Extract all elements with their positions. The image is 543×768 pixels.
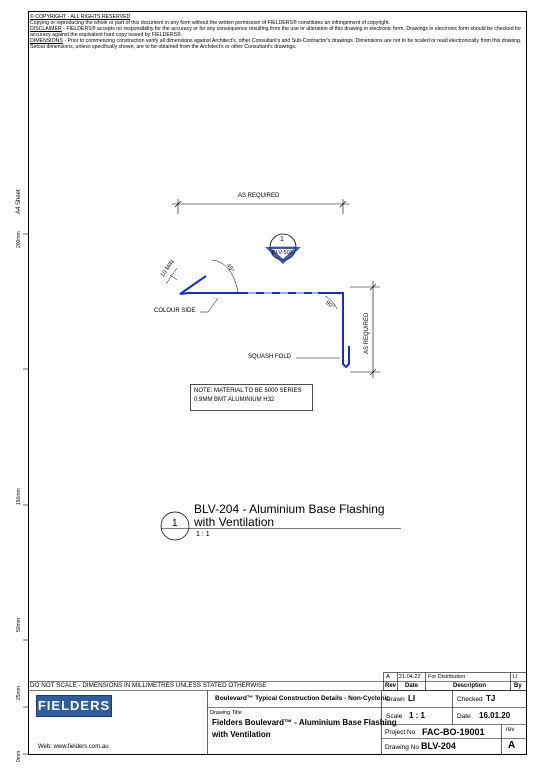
project-value: FAC-BO-19001 <box>422 727 485 737</box>
rev-label: rev <box>506 727 515 733</box>
colour-side-label: COLOUR SIDE <box>154 308 196 314</box>
scale-value: 1 : 1 <box>409 711 426 720</box>
drawing-title-line-1: Fielders Boulevard™ - Aluminium Base Flashing <box>212 718 397 727</box>
dim-top-label: AS REQUIRED <box>238 193 280 199</box>
copyright-title: © COPYRIGHT - ALL RIGHTS RESERVED <box>30 14 131 20</box>
detail-scale: 1 : 1 <box>196 531 210 538</box>
callout-number: 1 <box>280 236 284 243</box>
rev-header-by: By <box>514 683 522 689</box>
scale-label: Scale <box>386 713 403 720</box>
date-value: 16.01.20 <box>479 711 511 720</box>
rev-row-rev: A <box>386 674 390 680</box>
detail-title-line-1: BLV-204 - Aluminium Base Flashing <box>194 502 385 516</box>
angle-45-label: 45° <box>224 263 235 274</box>
a4-sheet-label: A4 Sheet <box>16 189 22 214</box>
dimensions-text: - Prior to commencing construction verify all dimensions against Architect's, other Consultant's and Sub-Contractor's drawings. Dimensions are not to be scaled or read electronically from this drawing. Setout dimensions, unless specifically shown, are to be obtained from the Architect's or other Consultant's drawings. <box>30 38 522 51</box>
dim-side-label: AS REQUIRED <box>364 312 370 354</box>
dimensions-title: DIMENSIONS <box>30 38 63 45</box>
drawing-title-line-2: with Ventilation <box>212 730 271 739</box>
rev-header-rev: Rev <box>385 683 397 689</box>
rev-header-date: Date <box>405 683 419 689</box>
drawing-title-label: Drawing Title <box>210 710 242 716</box>
checked-label: Checked <box>457 696 483 703</box>
project-label: Project No <box>385 729 416 736</box>
drawing-no-value: BLV-204 <box>421 741 456 751</box>
ruler-200mm: 200mm <box>16 231 22 248</box>
top-dimension <box>172 199 349 214</box>
fielders-logo: FIELDERS <box>36 695 112 717</box>
date-label: Date <box>457 713 471 720</box>
rev-row-by: LI <box>513 674 518 680</box>
ruler-0mm: 0mm <box>16 750 22 762</box>
checked-value: TJ <box>486 694 496 703</box>
rev-row-description: For Distribution <box>428 674 466 680</box>
rev-value: A <box>508 740 516 751</box>
note-line-1: NOTE: MATERIAL TO BE 5000 SERIES <box>194 388 302 394</box>
drawing-no-label: Drawing No <box>385 744 419 751</box>
copyright-text: Copying or reproducing the whole or part of this document in any form without the written permission of FIELDERS® constitutes an infringement of copyright. <box>30 20 390 27</box>
do-not-scale-note: DO NOT SCALE - DIMENSIONS IN MILLIMETRES UNLESS STATED OTHERWISE <box>30 682 267 689</box>
disclaimer-text: - FIELDERS® accepts no responsibility for the accuracy or for any consequence resulting from the use or alteration of this drawing in electronic form. Drawings in electronic form should be checked for accuracy against the equivalent hard copy issued by FIELDERS®. <box>30 26 522 39</box>
squash-fold-label: SQUASH FOLD <box>248 354 292 360</box>
sheet-border <box>29 12 527 755</box>
callout-reference: BLV-503 <box>272 250 293 256</box>
rev-row-date: 21.04.22 <box>399 674 421 680</box>
detail-number: 1 <box>172 518 178 529</box>
note-line-2: 0.9MM BMT ALUMINIUM H32 <box>194 397 275 403</box>
disclaimer-title: DISCLAIMER <box>30 26 62 33</box>
disclaimer-block <box>30 14 530 51</box>
drawing-series: Boulevard™ Typical Construction Details - Non-Cyclonic <box>215 695 391 702</box>
min-label: 10 MIN <box>160 259 177 279</box>
drawn-value: LI <box>408 694 416 703</box>
ruler-50mm: 50mm <box>16 618 22 632</box>
ruler-ticks <box>23 234 28 754</box>
drawn-label: Drawn <box>386 696 405 703</box>
detail-title-line-2: with Ventilation <box>194 515 275 529</box>
rev-header-description: Description <box>453 683 487 689</box>
website: Web: www.fielders.com.au <box>38 744 109 750</box>
angle-90-label: 90° <box>324 300 335 311</box>
ruler-150mm: 150mm <box>16 488 22 505</box>
ruler-25mm: 25mm <box>16 686 22 700</box>
